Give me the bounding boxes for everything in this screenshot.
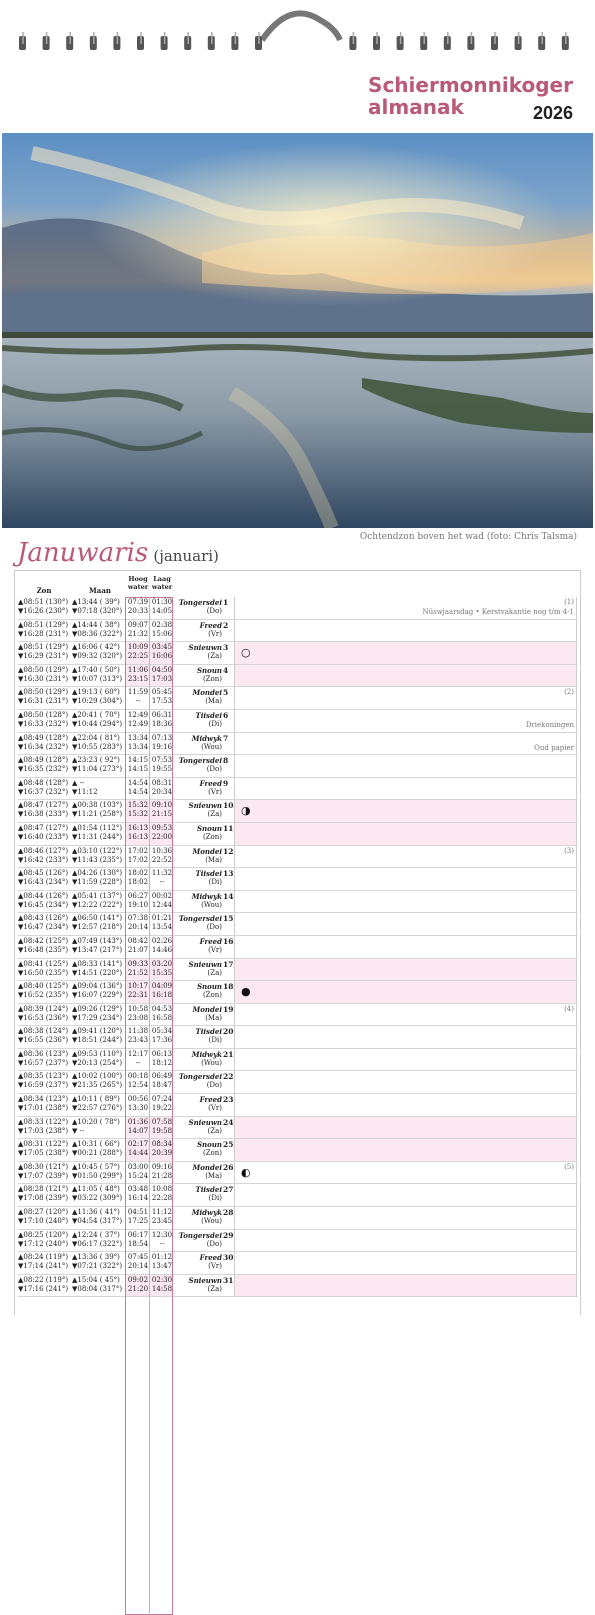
day-number: 13 <box>223 869 234 879</box>
table-row <box>18 1094 578 1117</box>
day-number: 20 <box>223 1027 234 1037</box>
table-row <box>18 1162 578 1185</box>
week-number: (5) <box>564 1162 574 1171</box>
low-water-times: 08:34 20:39 <box>151 1140 173 1158</box>
low-water-times: 11:12 23:45 <box>151 1208 173 1226</box>
high-water-times: 00:56 13:30 <box>127 1095 149 1113</box>
day-number: 1 <box>223 598 229 607</box>
low-water-times: 07:24 19:22 <box>151 1095 173 1113</box>
high-water-times: 02:17 14:44 <box>127 1140 149 1158</box>
day-name: Mondei (Ma) <box>192 688 222 706</box>
sun-times: ▲08:44 (126°) ▼16:45 (234°) <box>18 891 69 909</box>
day-name: Tiisdei (Di) <box>195 1027 222 1045</box>
note-cell[interactable] <box>234 1094 577 1116</box>
header-maan: Maan <box>89 586 111 595</box>
binding-ring <box>113 32 120 50</box>
day-name: Freed (Vr) <box>199 1095 222 1113</box>
note-cell[interactable] <box>234 597 577 619</box>
binding-ring <box>562 32 569 50</box>
high-water-times: 10:17 22:31 <box>127 982 149 1000</box>
note-cell[interactable] <box>234 891 577 913</box>
day-name: Tongersdei (Do) <box>178 598 222 615</box>
sun-times: ▲08:27 (120°) ▼17:10 (240°) <box>18 1208 69 1226</box>
note-cell[interactable] <box>234 1004 577 1026</box>
moon-times: ▲ -- ▼11:12 <box>72 778 98 796</box>
week-number: (4) <box>564 1004 574 1013</box>
day-name: Freed (Vr) <box>199 778 222 796</box>
moon-phase-icon: ◑ <box>241 804 251 818</box>
low-water-times: 06:49 18:47 <box>151 1072 173 1090</box>
sun-times: ▲08:33 (122°) ▼17:03 (238°) <box>18 1117 69 1135</box>
note-cell[interactable] <box>234 959 577 981</box>
table-row <box>18 1004 578 1027</box>
table-row <box>18 1275 578 1298</box>
header-hoog-water: Hoog water <box>127 575 149 591</box>
sun-times: ▲08:51 (129°) ▼16:28 (231°) <box>18 620 69 638</box>
moon-times: ▲07:49 (143°) ▼13:47 (217°) <box>72 936 123 954</box>
moon-times: ▲22:04 ( 81°) ▼10:55 (283°) <box>72 733 123 751</box>
day-number: 10 <box>223 801 234 811</box>
table-row <box>18 1230 578 1253</box>
note-cell[interactable] <box>234 1139 577 1161</box>
moon-times: ▲12:24 ( 37°) ▼06:17 (322°) <box>72 1230 123 1248</box>
moon-times: ▲04:26 (130°) ▼11:59 (228°) <box>72 869 123 887</box>
high-water-times: 10:58 23:08 <box>127 1004 149 1022</box>
header-laag-water: Laag water <box>151 575 173 591</box>
table-row <box>18 733 578 756</box>
day-number: 6 <box>223 710 229 720</box>
moon-times: ▲03:10 (122°) ▼11:43 (235°) <box>72 846 123 864</box>
moon-times: ▲13:36 ( 39°) ▼07:21 (322°) <box>72 1253 123 1271</box>
day-name: Snieuwn (Za) <box>188 1275 222 1293</box>
low-water-times: 08:31 20:34 <box>151 778 173 796</box>
high-water-times: 04:51 17:25 <box>127 1208 149 1226</box>
low-water-times: 02:38 15:06 <box>151 620 173 638</box>
sun-times: ▲08:36 (123°) ▼16:57 (237°) <box>18 1049 69 1067</box>
photo-caption: Ochtendzon boven het wad (foto: Chris Talsma) <box>359 532 577 542</box>
day-number: 11 <box>223 823 234 833</box>
table-row <box>18 1139 578 1162</box>
spiral-binding <box>0 0 595 62</box>
high-water-times: 09:07 21:32 <box>127 620 149 638</box>
day-name: Tongersdei (Do) <box>178 914 222 932</box>
high-water-times: 11:38 23:43 <box>127 1027 149 1045</box>
note-cell[interactable] <box>234 1230 577 1252</box>
binding-ring <box>66 32 73 50</box>
moon-phase-icon: ● <box>241 985 251 999</box>
day-name: Tiisdei (Di) <box>195 869 222 887</box>
note-cell[interactable] <box>234 733 577 755</box>
sun-times: ▲08:46 (127°) ▼16:42 (233°) <box>18 846 69 864</box>
low-water-times: 12:30 -- <box>151 1230 173 1248</box>
day-number: 19 <box>223 1004 234 1014</box>
moon-times: ▲01:54 (112°) ▼11:31 (244°) <box>72 823 123 841</box>
high-water-times: 08:42 21:07 <box>127 936 149 954</box>
sun-times: ▲08:35 (123°) ▼16:59 (237°) <box>18 1072 69 1090</box>
binding-ring <box>43 32 50 50</box>
binding-ring <box>538 32 545 50</box>
calendar-table <box>18 573 578 1297</box>
note-cell[interactable] <box>234 620 577 642</box>
high-water-times: 09:02 21:20 <box>127 1275 149 1293</box>
day-name: Mondei (Ma) <box>192 846 222 864</box>
day-number: 14 <box>223 891 234 901</box>
note-cell[interactable] <box>234 710 577 732</box>
moon-times: ▲19:13 ( 60°) ▼10:29 (304°) <box>72 688 123 706</box>
binding-ring <box>491 32 498 50</box>
note-cell[interactable] <box>234 1049 577 1071</box>
binding-ring <box>420 32 427 50</box>
day-name: Snieuwn (Za) <box>188 643 222 661</box>
binding-ring <box>184 32 191 50</box>
note-cell[interactable] <box>234 1117 577 1139</box>
table-row <box>18 1117 578 1140</box>
moon-times: ▲10:02 (100°) ▼21:35 (265°) <box>72 1072 123 1090</box>
sun-times: ▲08:22 (119°) ▼17:16 (241°) <box>18 1275 69 1293</box>
low-water-times: 04:50 17:03 <box>151 665 173 683</box>
binding-ring <box>90 32 97 50</box>
note-cell[interactable] <box>234 1071 577 1093</box>
low-water-times: 09:10 21:15 <box>151 801 173 819</box>
day-number: 23 <box>223 1095 234 1105</box>
low-water-times: 04:09 16:18 <box>151 982 173 1000</box>
sun-times: ▲08:51 (130°) ▼16:26 (230°) <box>18 598 69 615</box>
binding-ring <box>349 32 356 50</box>
table-row <box>18 891 578 914</box>
high-water-times: 07:45 20:14 <box>127 1253 149 1271</box>
day-name: Tiisdei (Di) <box>195 710 222 728</box>
table-row <box>18 1071 578 1094</box>
day-number: 12 <box>223 846 234 856</box>
high-water-times: 11:59 -- <box>127 688 149 706</box>
moon-times: ▲09:41 (120°) ▼18:51 (244°) <box>72 1027 123 1045</box>
month-name: Januwaris <box>17 538 149 568</box>
sun-times: ▲08:50 (129°) ▼16:31 (231°) <box>18 688 69 706</box>
high-water-times: 11:06 23:15 <box>127 665 149 683</box>
binding-ring <box>255 32 262 50</box>
binding-ring <box>137 32 144 50</box>
low-water-times: 09:53 22:00 <box>151 823 173 841</box>
note-cell[interactable] <box>234 936 577 958</box>
low-water-times: 07:53 19:55 <box>151 756 173 774</box>
moon-times: ▲06:50 (141°) ▼12:57 (218°) <box>72 914 123 932</box>
moon-times: ▲09:26 (129°) ▼17:29 (234°) <box>72 1004 123 1022</box>
low-water-times: 00:02 12:44 <box>151 891 173 909</box>
day-number: 30 <box>223 1253 234 1263</box>
day-number: 22 <box>223 1072 234 1082</box>
day-number: 8 <box>223 756 229 766</box>
header-zon: Zon <box>36 586 52 595</box>
day-name: Mondei (Ma) <box>192 1162 222 1180</box>
day-name: Freed (Vr) <box>199 936 222 954</box>
table-row <box>18 665 578 688</box>
table-row <box>18 823 578 846</box>
day-name: Snieuwn (Za) <box>188 1117 222 1135</box>
note-cell[interactable] <box>234 1275 577 1297</box>
day-name: Snoun (Zon) <box>197 982 222 1000</box>
high-water-times: 15:32 15:32 <box>127 801 149 819</box>
binding-ring <box>397 32 404 50</box>
low-water-times: 06:13 18:12 <box>151 1049 173 1067</box>
low-water-times: 02:30 14:58 <box>151 1275 173 1293</box>
low-water-times: 01:30 14:05 <box>151 598 173 615</box>
hanger-hook <box>262 13 340 40</box>
day-name: Midwyk (Wou) <box>191 1049 222 1067</box>
high-water-times: 18:02 18:02 <box>127 869 149 887</box>
sun-times: ▲08:40 (125°) ▼16:52 (235°) <box>18 982 69 1000</box>
binding-ring <box>161 32 168 50</box>
table-row <box>18 1184 578 1207</box>
low-water-times: 07:58 19:58 <box>151 1117 173 1135</box>
sun-times: ▲08:49 (128°) ▼16:35 (232°) <box>18 756 69 774</box>
high-water-times: 16:13 16:13 <box>127 823 149 841</box>
sun-times: ▲08:31 (122°) ▼17:05 (238°) <box>18 1140 69 1158</box>
low-water-times: 09:16 21:28 <box>151 1162 173 1180</box>
note-cell[interactable] <box>234 913 577 935</box>
day-number: 15 <box>223 914 234 924</box>
low-water-times: 03:20 15:35 <box>151 959 173 977</box>
low-water-times: 11:32 -- <box>151 869 173 887</box>
low-water-times: 10:08 22:28 <box>151 1185 173 1203</box>
day-number: 28 <box>223 1208 234 1218</box>
note-cell[interactable] <box>234 687 577 709</box>
moon-times: ▲08:33 (141°) ▼14:51 (220°) <box>72 959 123 977</box>
sun-times: ▲08:25 (120°) ▼17:12 (240°) <box>18 1230 69 1248</box>
moon-times: ▲17:40 ( 50°) ▼10:07 (313°) <box>72 665 123 683</box>
high-water-times: 06:27 19:10 <box>127 891 149 909</box>
sun-times: ▲08:24 (119°) ▼17:14 (241°) <box>18 1253 69 1271</box>
day-note: Driekoningen <box>525 720 574 729</box>
moon-times: ▲00:38 (103°) ▼11:21 (258°) <box>72 801 123 819</box>
day-number: 27 <box>223 1185 234 1195</box>
month-heading <box>17 538 219 568</box>
day-number: 29 <box>223 1230 234 1240</box>
table-row <box>18 1049 578 1072</box>
low-water-times: 05:34 17:36 <box>151 1027 173 1045</box>
binding-ring <box>515 32 522 50</box>
sun-times: ▲08:50 (128°) ▼16:33 (232°) <box>18 710 69 728</box>
low-water-times: 01:12 13:47 <box>151 1253 173 1271</box>
note-cell[interactable] <box>234 778 577 800</box>
month-subtitle: (januari) <box>153 547 219 565</box>
high-water-times: 12:17 -- <box>127 1049 149 1067</box>
day-name: Midwyk (Wou) <box>191 733 222 751</box>
moon-phase-icon: ○ <box>241 646 251 660</box>
week-number: (2) <box>564 688 574 697</box>
sun-times: ▲08:47 (127°) ▼16:38 (233°) <box>18 801 69 819</box>
sun-times: ▲08:38 (124°) ▼16:55 (236°) <box>18 1027 69 1045</box>
day-number: 7 <box>223 733 229 743</box>
low-water-times: 04:53 16:58 <box>151 1004 173 1022</box>
note-cell[interactable] <box>234 665 577 687</box>
moon-times: ▲10:20 ( 78°) ▼ -- <box>72 1117 120 1135</box>
moon-phase-icon: ◐ <box>241 1165 251 1179</box>
high-water-times: 06:17 18:54 <box>127 1230 149 1248</box>
note-cell[interactable] <box>234 1026 577 1048</box>
table-row <box>18 1252 578 1275</box>
table-row <box>18 597 578 620</box>
note-cell[interactable] <box>234 642 577 664</box>
week-number: (1) <box>564 598 574 606</box>
moon-times: ▲05:41 (137°) ▼12:22 (222°) <box>72 891 123 909</box>
high-water-times: 14:54 14:54 <box>127 778 149 796</box>
high-water-times: 00:18 12:54 <box>127 1072 149 1090</box>
moon-times: ▲10:11 ( 89°) ▼22:57 (276°) <box>72 1095 123 1113</box>
day-number: 5 <box>223 688 229 698</box>
day-name: Tongersdei (Do) <box>178 1072 222 1090</box>
high-water-times: 14:15 14:15 <box>127 756 149 774</box>
binding-ring <box>467 32 474 50</box>
table-row <box>18 755 578 778</box>
low-water-times: 06:31 18:36 <box>151 710 173 728</box>
sun-times: ▲08:39 (124°) ▼16:53 (236°) <box>18 1004 69 1022</box>
moon-times: ▲14:44 ( 38°) ▼08:36 (322°) <box>72 620 123 638</box>
table-row <box>18 710 578 733</box>
day-number: 18 <box>223 982 234 992</box>
table-row <box>18 642 578 665</box>
day-number: 16 <box>223 936 234 946</box>
week-number: (3) <box>564 846 574 855</box>
sun-times: ▲08:34 (123°) ▼17:01 (238°) <box>18 1095 69 1113</box>
table-row <box>18 981 578 1004</box>
sun-times: ▲08:30 (121°) ▼17:07 (239°) <box>18 1162 69 1180</box>
moon-times: ▲13:44 ( 39°) ▼07:18 (320°) <box>72 598 123 615</box>
binding-ring <box>444 32 451 50</box>
day-name: Freed (Vr) <box>199 620 222 638</box>
note-cell[interactable] <box>234 1162 577 1184</box>
low-water-times: 10:36 22:52 <box>151 846 173 864</box>
day-name: Snoun (Zon) <box>197 823 222 841</box>
low-water-times: 05:45 17:53 <box>151 688 173 706</box>
title-line-1: Schiermonnikoger <box>368 73 573 97</box>
day-number: 17 <box>223 959 234 969</box>
sun-times: ▲08:41 (125°) ▼16:50 (235°) <box>18 959 69 977</box>
day-number: 24 <box>223 1117 234 1127</box>
binding-ring <box>208 32 215 50</box>
moon-times: ▲15:04 ( 45°) ▼08:04 (317°) <box>72 1275 123 1293</box>
note-cell[interactable] <box>234 755 577 777</box>
day-name: Midwyk (Wou) <box>191 891 222 909</box>
day-name: Snieuwn (Za) <box>188 801 222 819</box>
table-row <box>18 1207 578 1230</box>
table-row <box>18 846 578 869</box>
high-water-times: 03:00 15:24 <box>127 1162 149 1180</box>
low-water-times: 03:45 16:06 <box>151 643 173 661</box>
high-water-times: 07:38 20:14 <box>127 914 149 932</box>
high-water-times: 03:48 16:14 <box>127 1185 149 1203</box>
low-water-times: 01:21 13:54 <box>151 914 173 932</box>
moon-times: ▲09:53 (110°) ▼20:13 (254°) <box>72 1049 123 1067</box>
day-name: Tongersdei (Do) <box>178 1230 222 1248</box>
year-label: 2026 <box>532 103 573 123</box>
table-row <box>18 868 578 891</box>
table-row <box>18 1026 578 1049</box>
sun-times: ▲08:43 (126°) ▼16:47 (234°) <box>18 914 69 932</box>
day-number: 3 <box>223 643 229 653</box>
note-cell[interactable] <box>234 1252 577 1274</box>
note-cell[interactable] <box>234 868 577 890</box>
day-number: 4 <box>223 665 229 675</box>
note-cell[interactable] <box>234 800 577 822</box>
high-water-times: 10:09 22:25 <box>127 643 149 661</box>
landscape-photo <box>2 133 593 528</box>
low-water-times: 07:13 19:16 <box>151 733 173 751</box>
sun-times: ▲08:45 (126°) ▼16:43 (234°) <box>18 869 69 887</box>
note-cell[interactable] <box>234 823 577 845</box>
day-name: Snoun (Zon) <box>197 1140 222 1158</box>
table-row <box>18 778 578 801</box>
sun-times: ▲08:49 (128°) ▼16:34 (232°) <box>18 733 69 751</box>
moon-times: ▲11:05 ( 48°) ▼03:22 (309°) <box>72 1185 123 1203</box>
low-water-times: 02:26 14:46 <box>151 936 173 954</box>
table-row <box>18 936 578 959</box>
moon-times: ▲16:06 ( 42°) ▼09:32 (320°) <box>72 643 123 661</box>
day-number: 2 <box>223 620 229 630</box>
table-row <box>18 800 578 823</box>
high-water-times: 07:39 20:33 <box>127 598 149 615</box>
day-note: Oud papier <box>534 743 574 752</box>
day-number: 26 <box>223 1162 234 1172</box>
high-water-times: 01:36 14:07 <box>127 1117 149 1135</box>
day-name: Tiisdei (Di) <box>195 1185 222 1203</box>
moon-times: ▲10:31 ( 66°) ▼00:21 (288°) <box>72 1140 123 1158</box>
day-name: Freed (Vr) <box>199 1253 222 1271</box>
sun-times: ▲08:28 (121°) ▼17:08 (239°) <box>18 1185 69 1203</box>
moon-times: ▲23:23 ( 92°) ▼11:04 (273°) <box>72 756 123 774</box>
table-header <box>18 573 578 597</box>
moon-times: ▲10:45 ( 57°) ▼01:50 (299°) <box>72 1162 123 1180</box>
sun-times: ▲08:51 (129°) ▼16:29 (231°) <box>18 643 69 661</box>
day-name: Mondei (Ma) <box>192 1004 222 1022</box>
day-number: 25 <box>223 1140 234 1150</box>
high-water-times: 12:49 12:49 <box>127 710 149 728</box>
moon-times: ▲11:36 ( 41°) ▼04:54 (317°) <box>72 1208 123 1226</box>
moon-times: ▲20:41 ( 70°) ▼10:44 (294°) <box>72 710 123 728</box>
high-water-times: 13:34 13:34 <box>127 733 149 751</box>
title-line-2: almanak <box>368 95 464 119</box>
day-name: Midwyk (Wou) <box>191 1208 222 1226</box>
table-row <box>18 620 578 643</box>
day-name: Tongersdei (Do) <box>178 756 222 774</box>
sun-times: ▲08:50 (129°) ▼16:30 (231°) <box>18 665 69 683</box>
high-water-times: 09:33 21:52 <box>127 959 149 977</box>
moon-times: ▲09:04 (136°) ▼16:07 (229°) <box>72 982 123 1000</box>
binding-ring <box>373 32 380 50</box>
table-row <box>18 687 578 710</box>
day-rows <box>18 597 578 1297</box>
day-number: 31 <box>223 1275 234 1285</box>
binding-ring <box>19 32 26 50</box>
high-water-times: 17:02 17:02 <box>127 846 149 864</box>
binding-ring <box>231 32 238 50</box>
sun-times: ▲08:42 (125°) ▼16:48 (235°) <box>18 936 69 954</box>
day-number: 21 <box>223 1049 234 1059</box>
note-cell[interactable] <box>234 846 577 868</box>
day-name: Snieuwn (Za) <box>188 959 222 977</box>
sun-times: ▲08:48 (128°) ▼16:37 (232°) <box>18 778 69 796</box>
sun-times: ▲08:47 (127°) ▼16:40 (233°) <box>18 823 69 841</box>
day-number: 9 <box>223 778 229 788</box>
note-cell[interactable] <box>234 981 577 1003</box>
note-cell[interactable] <box>234 1207 577 1229</box>
day-note: Nüswjaarsdag • Kerstvakantie nog t/m 4-1 <box>422 608 574 616</box>
day-name: Snoun (Zon) <box>197 665 222 683</box>
table-row <box>18 913 578 936</box>
table-row <box>18 959 578 982</box>
note-cell[interactable] <box>234 1184 577 1206</box>
